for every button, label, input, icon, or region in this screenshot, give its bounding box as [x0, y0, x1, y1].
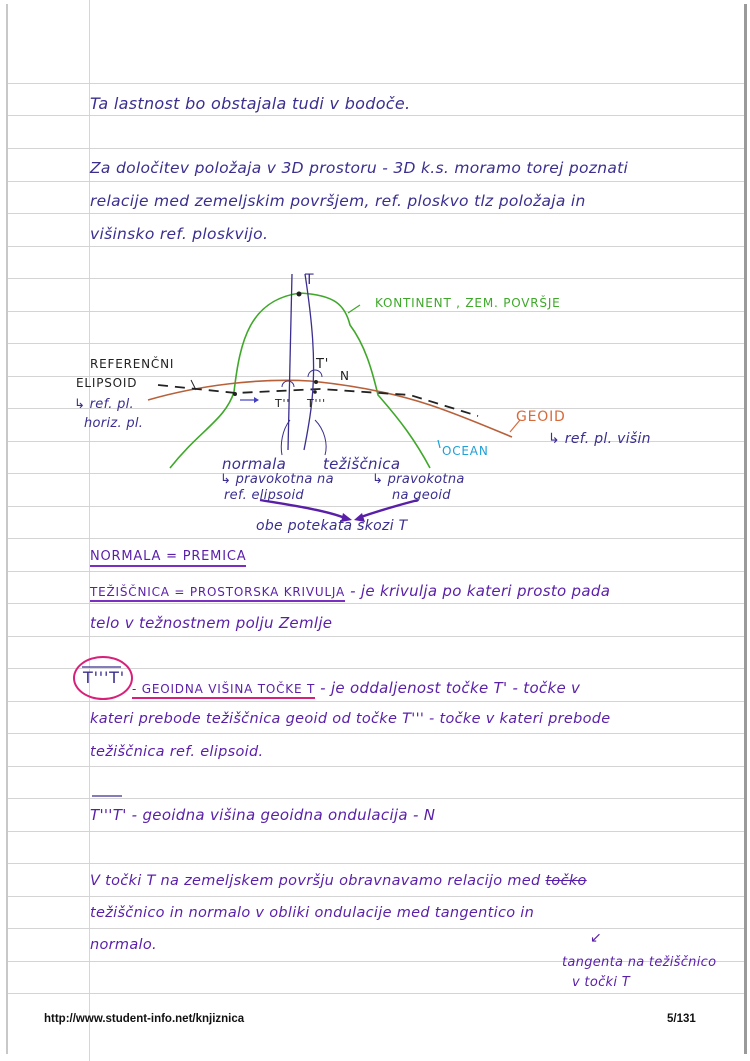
label-ellipsoid-line1: REFERENČNI	[90, 357, 175, 371]
label-N: N	[340, 369, 350, 383]
geoid-height-heading: - GEOIDNA VIŠINA TOČKE T	[132, 682, 315, 699]
teziscnica-text-1: - je krivulja po kateri prosto pada	[345, 582, 611, 600]
label-T: T	[305, 272, 315, 288]
geoid-height-text-1: - je oddaljenost točke T' - točke v	[315, 679, 581, 697]
text-line-1: Ta lastnost bo obstajala tudi v bodoče.	[90, 94, 411, 113]
label-teziscnica-desc-1: ↳ pravokotna	[372, 472, 465, 487]
teziscnica-heading: TEŽIŠČNICA = PROSTORSKA KRIVULJA	[90, 585, 345, 602]
label-T-prime: T'	[316, 357, 330, 372]
struck-word: točko	[545, 873, 587, 889]
text-line-2: Za določitev položaja v 3D prostoru - 3D k.s. moramo torej poznati	[90, 159, 629, 177]
label-geoid-ref: ↳ ref. pl. višin	[548, 431, 651, 447]
final-paragraph-line3: normalo.	[90, 937, 157, 953]
teziscnica-text-2: telo v težnostnem polju Zemlje	[90, 614, 333, 632]
point-ellipsoid	[233, 392, 237, 396]
final-text-1a: V točki T na zemeljskem površju obravnavamo relacijo med	[90, 873, 546, 889]
geoid-height-text-2: kateri prebode težiščnica geoid od točke T''' - točke v kateri prebode	[90, 711, 611, 727]
label-geoid: GEOID	[516, 409, 566, 425]
label-normala: normala	[222, 455, 287, 473]
normal-line	[288, 274, 292, 450]
undulation-line: T'''T' - geoidna višina geoidna ondulacija - N	[90, 806, 436, 824]
footer-url: http://www.student-info.net/knjiznica	[44, 1013, 245, 1025]
plumb-line	[304, 274, 314, 450]
note-arrow-icon: ↙	[590, 930, 603, 946]
label-normala-desc-1: ↳ pravokotna na	[220, 472, 334, 487]
text-line-4: višinsko ref. ploskvijo.	[90, 225, 269, 243]
point-T1	[314, 380, 318, 384]
geoid-height-text-3: težiščnica ref. elipsoid.	[90, 744, 264, 760]
label-teziscnica-desc-2: na geoid	[392, 488, 451, 503]
label-ocean: OCEAN	[442, 444, 489, 458]
final-paragraph-line1	[90, 873, 587, 889]
text-line-3: relacije med zemeljskim površjem, ref. ploskvo tlz položaja in	[90, 192, 586, 210]
final-paragraph-line2: težiščnico in normalo v obliki ondulacije med tangentico in	[90, 905, 535, 921]
label-teziscnica: težiščnica	[323, 455, 401, 473]
normala-heading: NORMALA = PREMICA	[90, 549, 246, 567]
note-tangent-line2: v točki T	[572, 975, 630, 990]
footer-page-number: 5/131	[667, 1013, 696, 1025]
label-horiz-pl: horiz. pl.	[84, 416, 144, 431]
label-normala-desc-2: ref. elipsoid	[224, 488, 304, 503]
label-T-triple-prime: T'''	[307, 397, 326, 410]
label-continent: KONTINENT , ZEM. POVRŠJE	[375, 296, 561, 310]
label-ellipsoid-line2: ELIPSOID	[76, 376, 138, 390]
geoid-height-symbol: T'''T'	[83, 668, 125, 687]
geoid-height-line1	[132, 679, 580, 697]
label-both-through-T: obe potekata skozi T	[256, 518, 408, 534]
label-ref-pl: ↳ ref. pl.	[74, 397, 134, 412]
note-tangent-line1: tangenta na težiščnico	[562, 955, 717, 970]
point-T	[297, 292, 302, 297]
label-T-double-prime: T''	[275, 397, 291, 410]
point-T3	[313, 390, 317, 394]
teziscnica-definition-line1	[90, 582, 610, 600]
